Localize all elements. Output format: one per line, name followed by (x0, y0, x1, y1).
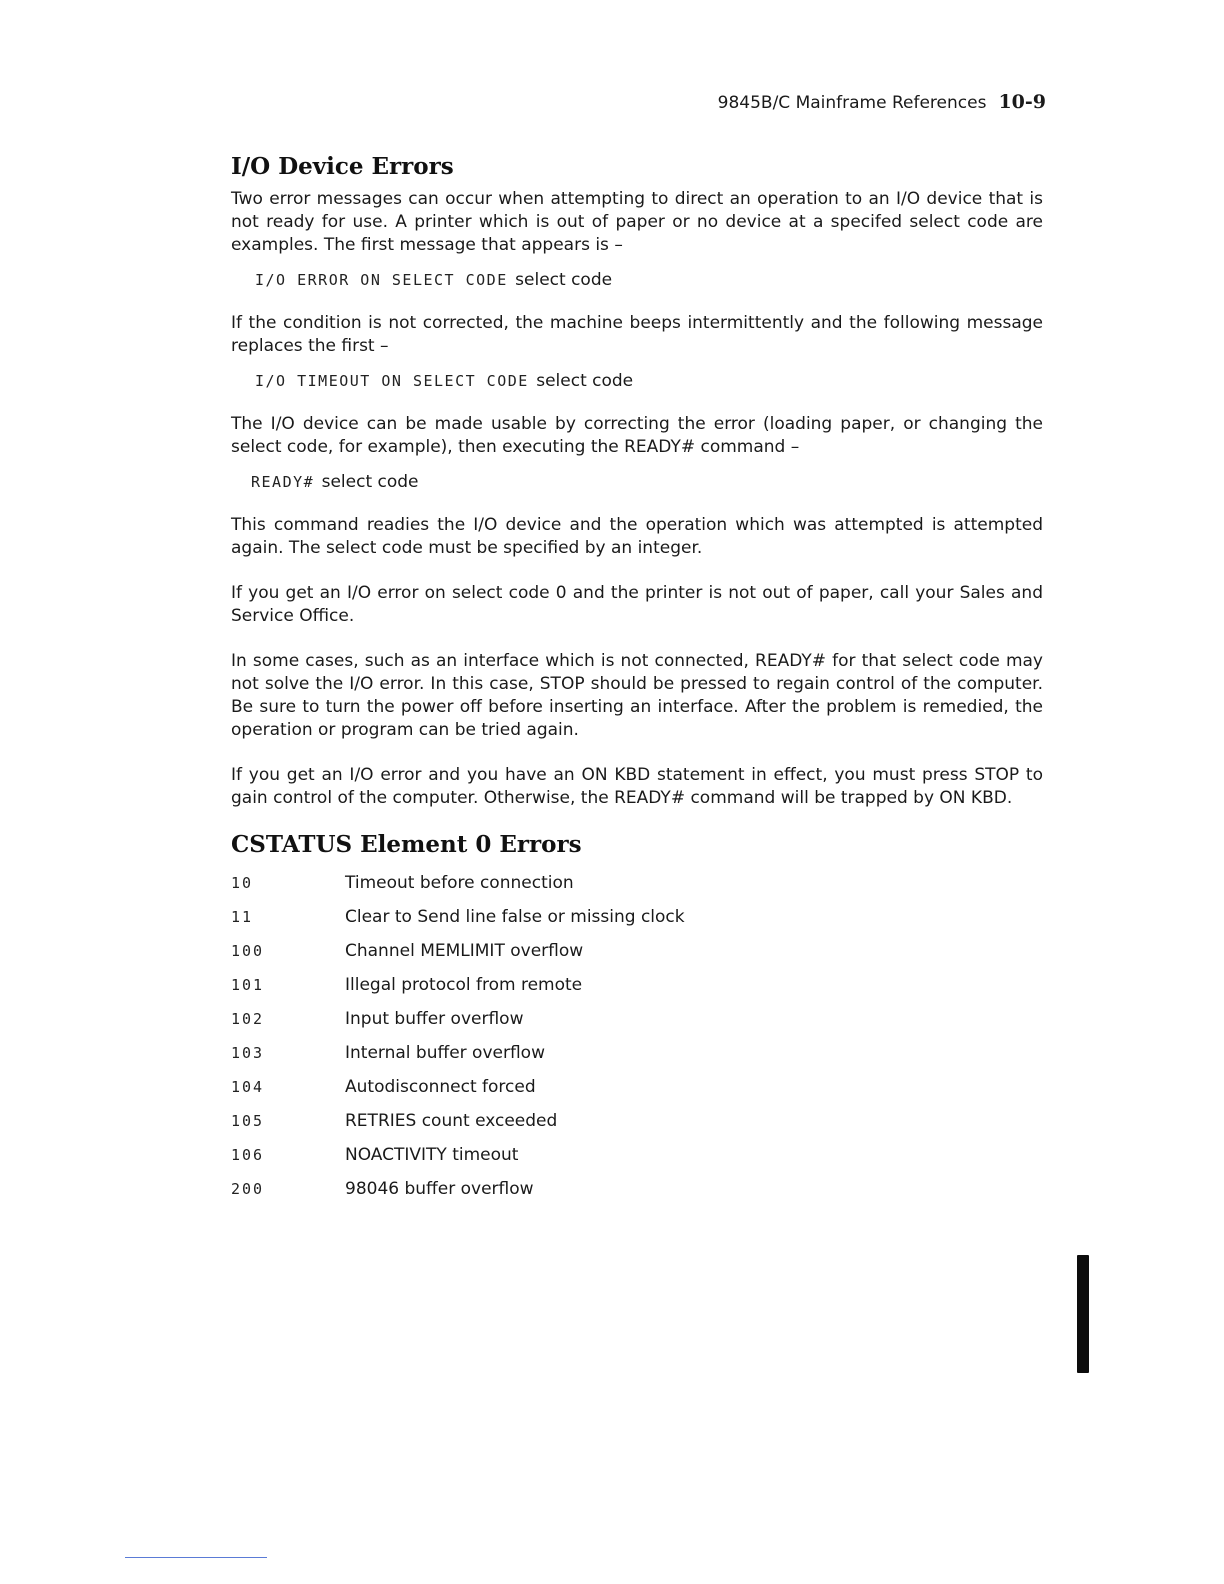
error-code: 103 (231, 1044, 265, 1062)
error-description: 98046 buffer overflow (345, 1179, 534, 1199)
ready-command-line (251, 471, 1043, 494)
error-code: 101 (231, 976, 265, 994)
error-description: Internal buffer overflow (345, 1043, 545, 1063)
table-row (231, 1138, 1043, 1172)
error-code: 10 (231, 874, 254, 892)
error-description: NOACTIVITY timeout (345, 1145, 519, 1165)
io-error-message-line (255, 269, 1043, 292)
error-description: Timeout before connection (345, 873, 574, 893)
table-row (231, 1002, 1043, 1036)
table-row (231, 1036, 1043, 1070)
error-description: Clear to Send line false or missing clock (345, 907, 685, 927)
error-code: 102 (231, 1010, 265, 1028)
error-description: Illegal protocol from remote (345, 975, 583, 995)
table-row (231, 1172, 1043, 1206)
io-paragraph-4: This command readies the I/O device and the operation which was attempted is attempted again. The select code must be specified by an integer. (231, 515, 1043, 558)
ready-keyword: READY# (251, 473, 315, 491)
error-code: 11 (231, 908, 254, 926)
io-paragraph-2: If the condition is not corrected, the machine beeps intermittently and the following message replaces the first – (231, 313, 1043, 356)
cstatus-heading: CSTATUS Element 0 Errors (231, 831, 582, 858)
error-code: 200 (231, 1180, 265, 1198)
table-row (231, 900, 1043, 934)
running-title: 9845B/C Mainframe References (717, 93, 987, 113)
io-error-param: select code (515, 270, 613, 290)
io-paragraph-5: If you get an I/O error on select code 0 and the printer is not out of paper, call your Sales and Service Office. (231, 583, 1043, 626)
error-description: Input buffer overflow (345, 1009, 524, 1029)
change-bar-mark (1077, 1255, 1089, 1373)
table-row (231, 1104, 1043, 1138)
error-description: Channel MEMLIMIT overflow (345, 941, 584, 961)
io-timeout-keyword: I/O TIMEOUT ON SELECT CODE (255, 372, 529, 390)
io-error-keyword: I/O ERROR ON SELECT CODE (255, 271, 508, 289)
error-description: RETRIES count exceeded (345, 1111, 558, 1131)
io-paragraph-7: If you get an I/O error and you have an ON KBD statement in effect, you must press STOP to gain control of the computer. Otherwise, the READY# command will be trapped by ON KBD. (231, 765, 1043, 808)
io-paragraph-6: In some cases, such as an interface which is not connected, READY# for that select code may not solve the I/O error. In this case, STOP should be pressed to regain control of the computer. Be sure to turn the power off before inserting an interface. After the problem is remedied, the operation or program can be tried again. (231, 651, 1043, 740)
page-number: 10-9 (998, 91, 1046, 113)
io-timeout-message-line (255, 370, 1043, 393)
error-description: Autodisconnect forced (345, 1077, 536, 1097)
io-paragraph-3: The I/O device can be made usable by correcting the error (loading paper, or changing the select code, for example), then executing the READY# command – (231, 414, 1043, 457)
table-row (231, 866, 1043, 900)
error-code: 100 (231, 942, 265, 960)
ready-param: select code (321, 472, 419, 492)
running-header (718, 90, 1046, 115)
page-content (231, 150, 1043, 1206)
io-device-errors-heading: I/O Device Errors (231, 153, 454, 180)
error-code: 104 (231, 1078, 265, 1096)
table-row (231, 968, 1043, 1002)
table-row (231, 1070, 1043, 1104)
footnote-rule (125, 1557, 267, 1558)
error-code: 106 (231, 1146, 265, 1164)
error-code: 105 (231, 1112, 265, 1130)
table-row (231, 934, 1043, 968)
cstatus-error-table (231, 866, 1043, 1206)
io-paragraph-1: Two error messages can occur when attempting to direct an operation to an I/O device that is not ready for use. A printer which is out of paper or no device at a specifed select code are examples. The first message that appears is – (231, 189, 1043, 255)
io-timeout-param: select code (536, 371, 634, 391)
